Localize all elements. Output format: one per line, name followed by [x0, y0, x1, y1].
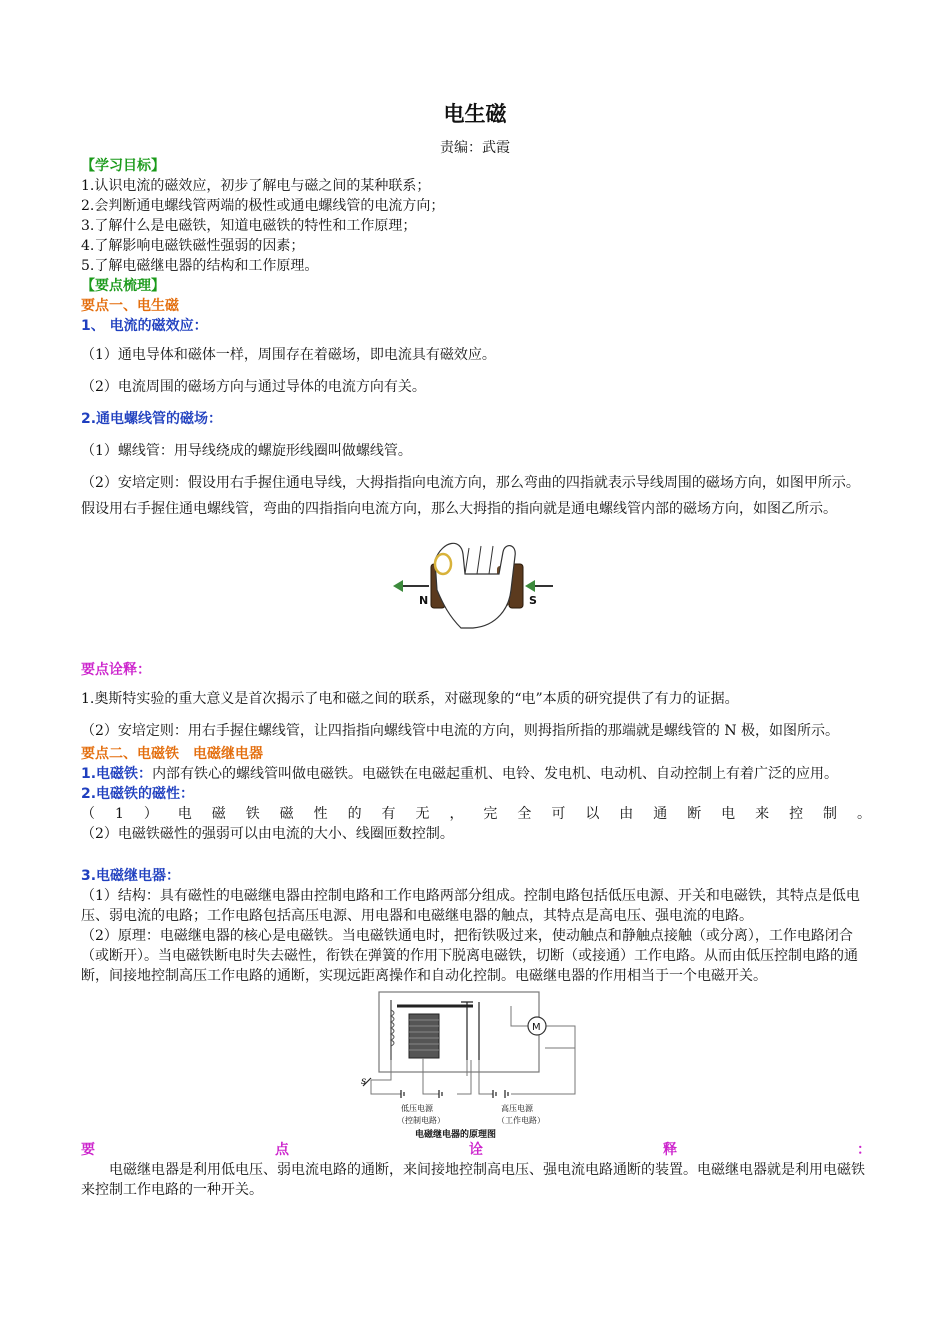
work-circuit-label: （工作电路）: [497, 1116, 545, 1125]
document-body: [81, 156, 871, 1200]
text-line: 电磁继电器是利用低电压、弱电流电路的通断，来间接地控制高电压、强电流电路通断的装置。电磁继电器就是利用电磁铁来控制工作电路的一种开关。: [81, 1162, 865, 1198]
point1-sub1-heading: 1、 电流的磁效应：: [81, 318, 208, 334]
editor-line: 责编：武霞: [440, 140, 510, 156]
text-line: （2）电磁铁磁性的强弱可以由电流的大小、线圈匝数控制。: [81, 826, 454, 842]
point2-sub3-heading: 3.电磁继电器：: [81, 868, 181, 884]
text-line: （2）电流周围的磁场方向与通过导体的电流方向有关。: [81, 379, 426, 395]
text-line: 1.奥斯特实验的重大意义是首次揭示了电和磁之间的联系，对磁现象的“电”本质的研究提供了有力的证据。: [81, 691, 739, 707]
goal-item: 2.会判断通电螺线管两端的极性或通电螺线管的电流方向；: [81, 198, 445, 214]
text-line: （1）通电导体和磁体一样，周围存在着磁场，即电流具有磁效应。: [81, 347, 496, 363]
switch-label: s: [361, 1076, 367, 1087]
goals-heading: 【学习目标】: [81, 158, 165, 174]
point2-note-heading: 要点诠释：: [81, 1142, 871, 1158]
page-title: 电生磁: [443, 102, 507, 126]
electromagnet-definition: [81, 764, 871, 784]
relay-diagram: [361, 990, 591, 1140]
point1-sub2-heading: 2.通电螺线管的磁场：: [81, 411, 223, 427]
text-line: （1）螺线管：用导线绕成的螺旋形线圈叫做螺线管。: [81, 443, 412, 459]
point1-heading: 要点一、电生磁: [81, 298, 179, 314]
motor-label: M: [532, 1022, 541, 1033]
text-line: （2）安培定则：用右手握住螺线管，让四指指向螺线管中电流的方向，则拇指所指的那端就是螺线管的 N 极，如图所示。: [81, 723, 840, 739]
goal-item: 4.了解影响电磁铁磁性强弱的因素；: [81, 238, 305, 254]
summary-heading: 【要点梳理】: [81, 278, 165, 294]
right-hand-rule-figure: [391, 534, 561, 630]
text-line: （1）电磁铁磁性的有无，完全可以由通断电来控制。: [81, 806, 871, 822]
text-line: （2）原理：电磁继电器的核心是电磁铁。当电磁铁通电时，把衔铁吸过来，使动触点和静触点接触（或分离），工作电路闭合（或断开）。当电磁铁断电时失去磁性，衔铁在弹簧的作用下脱离电磁铁，切断（或接通）工作电路。从而由低压控制电路的通断，间接地控制高压工作电路的通断，实现远距离操作和自动化控制。电磁继电器的作用相当于一个电磁开关。: [81, 928, 858, 984]
point1-note-heading: 要点诠释：: [81, 662, 151, 678]
text-line: （1）结构：具有磁性的电磁继电器由控制电路和工作电路两部分组成。控制电路包括低压电源、开关和电磁铁，其特点是低电压、弱电流的电路；工作电路包括高压电源、用电器和电磁继电器的触点，其特点是高电压、强电流的电路。: [81, 888, 860, 924]
point2-heading: 要点二、电磁铁 电磁继电器: [81, 746, 263, 762]
relay-figure-caption: 电磁继电器的原理图: [415, 1130, 497, 1140]
electromagnet-text: 内部有铁心的螺线管叫做电磁铁。电磁铁在电磁起重机、电铃、发电机、电动机、自动控制上有着广泛的应用。: [152, 766, 839, 782]
electromagnet-label: 1.电磁铁：: [81, 766, 153, 782]
point2-sub2-heading: 2.电磁铁的磁性：: [81, 786, 195, 802]
goal-item: 3.了解什么是电磁铁，知道电磁铁的特性和工作原理；: [81, 218, 417, 234]
goal-item: 1.认识电流的磁效应，初步了解电与磁之间的某种联系；: [81, 178, 431, 194]
north-pole-label: N: [419, 594, 429, 607]
goal-item: 5.了解电磁继电器的结构和工作原理。: [81, 258, 319, 274]
low-power-label: 低压电源: [401, 1104, 433, 1113]
control-circuit-label: （控制电路）: [397, 1116, 445, 1125]
south-pole-label: S: [529, 594, 537, 607]
text-line: （2）安培定则：假设用右手握住通电导线，大拇指指向电流方向，那么弯曲的四指就表示导线周围的磁场方向，如图甲所示。假设用右手握住通电螺线管，弯曲的四指指向电流方向，那么大拇指的指向就是通电螺线管内部的磁场方向，如图乙所示。: [81, 475, 860, 517]
high-power-label: 高压电源: [501, 1104, 533, 1113]
